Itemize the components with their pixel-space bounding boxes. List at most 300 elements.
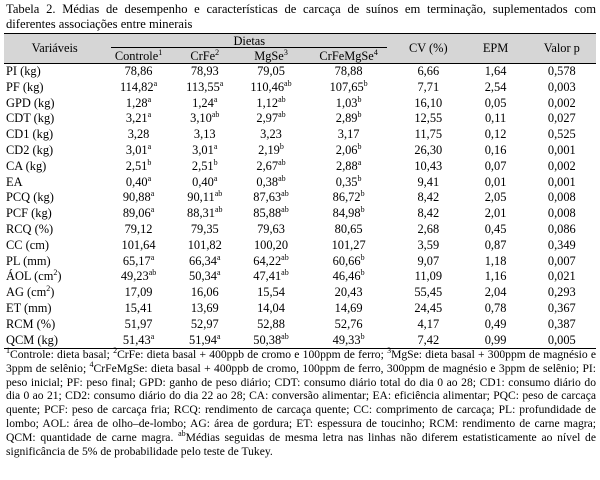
mean-value: 46,46 — [332, 269, 361, 284]
diet-sup: 2 — [215, 47, 220, 57]
p-cell: 0,525 — [547, 127, 576, 142]
significance-letter: ab — [281, 331, 289, 341]
table-body — [4, 64, 596, 349]
mean-value: 78,93 — [190, 64, 219, 78]
mean-value: 14,04 — [257, 300, 285, 315]
diet-value-cell — [304, 269, 393, 285]
mean-value: 14,69 — [334, 300, 363, 315]
variable-cell — [4, 159, 105, 175]
mean-value: 20,43 — [334, 285, 363, 300]
diet-value-cell — [172, 222, 238, 238]
mean-value: 2,06 — [335, 142, 358, 157]
table-row — [4, 96, 596, 112]
diet-sup: 4 — [373, 47, 378, 57]
mean-value: 66,34 — [189, 253, 217, 268]
col-header-cv: CV (%) — [393, 34, 463, 64]
diet-value-cell — [238, 269, 304, 285]
mean-value: 50,34 — [189, 269, 217, 284]
mean-value: 0,40 — [125, 174, 148, 189]
mean-value: 0,38 — [256, 174, 279, 189]
table-row — [4, 159, 596, 175]
diet-value-cell — [105, 238, 171, 254]
table-row — [4, 80, 596, 96]
diet-value-cell — [238, 143, 304, 159]
footnote-marker: 3 — [387, 346, 392, 355]
significance-letter: a — [216, 252, 221, 262]
diet-value-cell — [238, 159, 304, 175]
diet-value-cell — [238, 64, 304, 80]
diet-value-cell — [172, 301, 238, 317]
diet-value-cell — [238, 222, 304, 238]
significance-letter: a — [150, 189, 155, 199]
diet-value-cell — [105, 159, 171, 175]
diet-value-cell — [105, 301, 171, 317]
diet-value-cell — [172, 317, 238, 333]
diet-value-cell — [304, 96, 393, 112]
diet-value-cell — [172, 143, 238, 159]
diet-value-cell — [304, 285, 393, 301]
cv-cell: 7,42 — [393, 333, 463, 349]
variable-cell — [4, 190, 105, 206]
diet-value-cell — [238, 175, 304, 191]
mean-value: 1,12 — [256, 95, 279, 110]
diet-label: Controle — [114, 48, 159, 63]
diet-value-cell — [172, 333, 238, 349]
significance-letter: a — [219, 78, 224, 88]
variable-cell — [4, 206, 105, 222]
diet-value-cell — [105, 269, 171, 285]
table-row — [4, 222, 596, 238]
variable-cell — [4, 254, 105, 270]
cv-cell: 9,41 — [417, 174, 440, 189]
diet-value-cell — [304, 111, 393, 127]
significance-letter: ab — [211, 110, 220, 120]
significance-letter: a — [216, 268, 221, 278]
epm-cell: 1,18 — [484, 253, 507, 268]
diet-value-cell — [172, 190, 238, 206]
footnote-text: CrFeMgSe: dieta basal + 400ppb de cromo, 100ppm de ferro, 300ppm de magnésio e 3ppm de selênio; PI: peso inicial; PF: peso final; GPD: ganho de peso diário; CDT: consumo diário total do dia 0 ao 28; CD1: consumo diário do dia 0 ao 21; CD2: consumo diário do dia 22 ao 28; CA: conversão alimentar; EA: eficiência alimentar; PQC: peso de carcaça quente; PCF: peso de carcaça fria; RCQ: rendimento de carcaça quente; CC: comprimento de carcaça; PL: profundidade de lombo; AOL: área de olho–de-lombo; AG: área de gordura; ET: espessura de toucinho; RCM: rendimento de carne magra; QCM: quantidade de carne magra. — [6, 361, 596, 444]
significance-letter: a — [150, 252, 155, 262]
diet-value-cell — [105, 127, 171, 143]
table-row — [4, 317, 596, 333]
table-row — [4, 238, 596, 254]
diet-value-cell — [304, 317, 393, 333]
significance-letter: b — [363, 78, 368, 88]
footnote-text: Médias seguidas de mesma letra nas linhas não diferem estatisticamente ao nível de significância de 5% de probabilidade pelo teste de Tukey. — [6, 430, 596, 458]
significance-letter: a — [153, 78, 158, 88]
epm-cell: 0,01 — [484, 174, 507, 189]
table-row — [4, 175, 596, 191]
p-cell: 0,005 — [528, 333, 596, 349]
cv-cell: 11,75 — [414, 127, 443, 142]
mean-value: 3,10 — [190, 111, 212, 126]
significance-letter: ab — [284, 78, 292, 88]
variable-label: GPD (kg) — [6, 95, 55, 110]
mean-value: 2,19 — [258, 142, 280, 157]
variable-cell — [4, 222, 105, 238]
mean-value: 114,82 — [119, 79, 154, 94]
diet-value-cell — [172, 111, 238, 127]
mean-value: 51,97 — [124, 316, 153, 331]
diet-value-cell — [238, 127, 304, 143]
variable-cell — [4, 333, 105, 349]
diet-value-cell — [304, 80, 393, 96]
p-cell: 0,387 — [547, 316, 576, 331]
mean-value: 79,63 — [257, 221, 285, 236]
table-row — [4, 333, 596, 349]
cv-cell: 26,30 — [414, 142, 443, 157]
epm-cell: 2,01 — [484, 206, 507, 221]
variable-label: CC (cm) — [6, 237, 50, 252]
col-header-epm: EPM — [464, 34, 528, 64]
epm-cell: 2,05 — [484, 190, 507, 205]
diet-value-cell — [105, 285, 171, 301]
diet-value-cell — [105, 317, 171, 333]
significance-letter: a — [150, 331, 155, 341]
diet-value-cell — [105, 254, 171, 270]
epm-cell: 2,54 — [484, 79, 507, 94]
mean-value: 49,23 — [120, 269, 149, 284]
results-table — [4, 33, 596, 349]
variable-cell — [4, 301, 105, 317]
mean-value: 79,12 — [124, 221, 153, 236]
diet-value-cell — [304, 127, 393, 143]
cv-cell: 24,45 — [414, 300, 443, 315]
diet-sup: 1 — [158, 47, 163, 57]
diet-value-cell — [238, 238, 304, 254]
epm-cell: 1,16 — [484, 269, 507, 284]
diet-value-cell — [105, 175, 171, 191]
mean-value: 90,11 — [187, 190, 215, 205]
table-row — [4, 143, 596, 159]
diet-value-cell — [238, 285, 304, 301]
cv-cell: 8,42 — [417, 190, 440, 205]
footnote-text: CrFe: dieta basal + 400ppb de cromo e 100ppm de ferro; — [117, 348, 388, 361]
mean-value: 52,97 — [190, 316, 219, 331]
mean-value: 88,31 — [187, 206, 215, 221]
mean-value: 3,21 — [125, 111, 148, 126]
p-cell: 0,001 — [547, 174, 576, 189]
significance-letter: ab — [281, 205, 289, 215]
variable-label: EA — [6, 174, 23, 189]
footnote-marker: 1 — [6, 346, 10, 355]
epm-cell: 0,11 — [484, 111, 507, 126]
mean-value: 50,38 — [253, 332, 282, 347]
significance-letter: b — [360, 252, 365, 262]
diet-value-cell — [105, 64, 171, 80]
table-row — [4, 285, 596, 301]
significance-letter: a — [213, 173, 218, 183]
footnote-text: MgSe: dieta basal + 300ppm de magnésio e 3ppm de selênio; — [6, 348, 596, 375]
mean-value: 90,88 — [122, 190, 151, 205]
diet-value-cell — [172, 64, 238, 80]
diet-value-cell — [172, 269, 238, 285]
p-cell: 0,578 — [547, 64, 576, 78]
variable-cell — [4, 96, 105, 112]
variable-label: AG (cm — [6, 285, 47, 300]
p-cell: 0,293 — [547, 285, 576, 300]
mean-value: 84,98 — [332, 206, 361, 221]
significance-letter: a — [147, 94, 152, 104]
diet-value-cell — [304, 143, 393, 159]
diet-value-cell — [238, 80, 304, 96]
significance-letter: b — [360, 189, 365, 199]
significance-letter: b — [360, 331, 365, 341]
diet-value-cell — [238, 333, 304, 349]
epm-cell: 0,12 — [484, 127, 507, 142]
diet-value-cell — [304, 64, 393, 80]
p-cell: 0,002 — [547, 95, 576, 110]
variable-cell — [4, 80, 105, 96]
significance-letter: a — [213, 94, 218, 104]
mean-value: 3,01 — [192, 142, 214, 157]
mean-value: 1,24 — [192, 95, 214, 110]
mean-value: 16,06 — [190, 285, 219, 300]
variable-label: QCM (kg) — [6, 332, 58, 347]
diet-value-cell — [304, 254, 393, 270]
diet-value-cell — [172, 175, 238, 191]
mean-value: 3,13 — [193, 127, 216, 142]
footnote-marker: ab — [178, 428, 186, 438]
diet-value-cell — [304, 206, 393, 222]
table-row — [4, 301, 596, 317]
diet-value-cell — [105, 111, 171, 127]
col-header-valor-p: Valor p — [528, 34, 596, 64]
diet-value-cell — [105, 96, 171, 112]
mean-value: 78,88 — [334, 64, 363, 78]
unit-sup: 2 — [46, 284, 51, 294]
diet-value-cell — [105, 190, 171, 206]
variable-cell — [4, 127, 105, 143]
mean-value: 15,41 — [124, 300, 153, 315]
footnote-marker: 2 — [113, 346, 118, 355]
epm-cell: 0,16 — [484, 142, 507, 157]
diet-value-cell — [172, 80, 238, 96]
mean-value: 110,46 — [250, 79, 285, 94]
col-header-diet — [304, 48, 393, 64]
epm-cell: 0,99 — [464, 333, 528, 349]
diet-value-cell — [172, 127, 238, 143]
diet-value-cell — [304, 159, 393, 175]
table-row — [4, 269, 596, 285]
diet-value-cell — [172, 159, 238, 175]
variable-label: RCM (%) — [6, 316, 56, 331]
p-cell: 0,001 — [547, 142, 576, 157]
cv-cell: 10,43 — [414, 158, 443, 173]
mean-value: 2,89 — [335, 111, 358, 126]
mean-value: 52,76 — [334, 316, 363, 331]
diet-value-cell — [238, 111, 304, 127]
significance-letter: ab — [148, 268, 157, 278]
cv-cell: 12,55 — [414, 111, 443, 126]
cv-cell: 4,17 — [417, 316, 440, 331]
p-cell: 0,086 — [547, 221, 576, 236]
mean-value: 87,63 — [253, 190, 282, 205]
cv-cell: 3,59 — [417, 237, 440, 252]
significance-letter: a — [357, 157, 362, 167]
epm-cell: 2,04 — [484, 285, 507, 300]
significance-letter: a — [213, 141, 218, 151]
p-cell: 0,367 — [547, 300, 576, 315]
diet-label: MgSe — [254, 48, 284, 63]
col-header-diet — [105, 48, 171, 64]
significance-letter: b — [357, 110, 362, 120]
significance-letter: a — [147, 173, 152, 183]
mean-value: 2,51 — [191, 158, 214, 173]
variable-label: ET (mm) — [6, 300, 52, 315]
variable-cell — [4, 269, 105, 285]
diet-value-cell — [304, 238, 393, 254]
footnote-text: Controle: dieta basal; — [10, 348, 114, 361]
epm-cell: 1,64 — [484, 64, 507, 78]
diet-value-cell — [105, 222, 171, 238]
mean-value: 0,35 — [335, 174, 358, 189]
diet-value-cell — [304, 222, 393, 238]
mean-value: 1,03 — [335, 95, 358, 110]
variable-cell — [4, 175, 105, 191]
p-cell: 0,008 — [547, 206, 576, 221]
mean-value: 51,43 — [122, 332, 151, 347]
variable-label: PL (mm) — [6, 253, 51, 268]
mean-value: 13,69 — [190, 300, 219, 315]
variable-label: RCQ (%) — [6, 221, 54, 236]
mean-value: 113,55 — [186, 79, 220, 94]
variable-cell — [4, 111, 105, 127]
mean-value: 47,41 — [253, 269, 282, 284]
mean-value: 3,23 — [260, 127, 282, 142]
epm-cell: 0,49 — [484, 316, 507, 331]
significance-letter: b — [357, 173, 362, 183]
epm-cell: 0,45 — [484, 221, 507, 236]
cv-cell: 8,42 — [417, 206, 440, 221]
variable-label: CD1 (kg) — [6, 127, 54, 142]
paren: ) — [57, 269, 62, 284]
mean-value: 86,72 — [332, 190, 361, 205]
mean-value: 51,94 — [189, 332, 217, 347]
cv-cell: 16,10 — [414, 95, 443, 110]
mean-value: 17,09 — [124, 285, 153, 300]
significance-letter: b — [279, 141, 284, 151]
mean-value: 101,64 — [121, 237, 156, 252]
unit-sup: 2 — [53, 268, 58, 278]
diet-value-cell — [172, 238, 238, 254]
diet-value-cell — [172, 285, 238, 301]
cv-cell: 11,09 — [414, 269, 443, 284]
col-header-diet — [238, 48, 304, 64]
footnote-marker: 4 — [89, 359, 94, 369]
significance-letter: a — [150, 205, 155, 215]
cv-cell: 55,45 — [414, 285, 443, 300]
mean-value: 89,06 — [122, 206, 151, 221]
variable-label: PCF (kg) — [6, 206, 52, 221]
mean-value: 65,17 — [122, 253, 151, 268]
significance-letter: a — [147, 141, 152, 151]
epm-cell: 0,05 — [484, 95, 507, 110]
cv-cell: 6,66 — [417, 64, 440, 78]
mean-value: 3,28 — [127, 127, 150, 142]
mean-value: 85,88 — [253, 206, 282, 221]
table-row — [4, 206, 596, 222]
mean-value: 2,51 — [125, 158, 148, 173]
col-header-diet — [172, 48, 238, 64]
p-cell: 0,003 — [547, 79, 576, 94]
cv-cell: 9,07 — [417, 253, 440, 268]
mean-value: 3,17 — [337, 127, 360, 142]
mean-value: 2,88 — [336, 158, 358, 173]
variable-label: ÁOL (cm — [6, 269, 54, 284]
mean-value: 2,67 — [256, 158, 279, 173]
variable-label: CDT (kg) — [6, 111, 55, 126]
diet-value-cell — [238, 317, 304, 333]
mean-value: 64,22 — [253, 253, 282, 268]
diet-value-cell — [238, 254, 304, 270]
diet-value-cell — [238, 96, 304, 112]
diet-value-cell — [304, 333, 393, 349]
table-footnote — [6, 348, 596, 458]
diet-sup: 3 — [283, 47, 288, 57]
significance-letter: ab — [281, 189, 289, 199]
mean-value: 79,05 — [257, 64, 285, 78]
p-cell: 0,349 — [547, 237, 576, 252]
variable-cell — [4, 143, 105, 159]
significance-letter: ab — [281, 268, 289, 278]
diet-value-cell — [238, 190, 304, 206]
table-row — [4, 64, 596, 80]
table-caption: Tabela 2. Médias de desempenho e características de carcaça de suínos em terminação, suplementados com diferentes associações entre minerais — [6, 2, 596, 31]
significance-letter: a — [147, 110, 152, 120]
diet-value-cell — [304, 175, 393, 191]
mean-value: 52,88 — [257, 316, 285, 331]
significance-letter: ab — [214, 189, 223, 199]
mean-value: 3,01 — [125, 142, 148, 157]
table-row — [4, 190, 596, 206]
diet-value-cell — [304, 190, 393, 206]
epm-cell: 0,78 — [484, 300, 507, 315]
paren: ) — [50, 285, 55, 300]
significance-letter: b — [147, 157, 152, 167]
variable-cell — [4, 317, 105, 333]
diet-label: CrFeMgSe — [319, 48, 374, 63]
mean-value: 78,86 — [124, 64, 153, 78]
diet-value-cell — [172, 206, 238, 222]
p-cell: 0,027 — [547, 111, 576, 126]
mean-value: 49,33 — [332, 332, 361, 347]
cv-cell: 2,68 — [417, 221, 440, 236]
variable-label: PF (kg) — [6, 79, 44, 94]
mean-value: 101,27 — [331, 237, 366, 252]
col-header-dietas — [105, 34, 393, 49]
col-header-variaveis: Variáveis — [4, 34, 105, 64]
significance-letter: ab — [278, 110, 286, 120]
p-cell: 0,002 — [547, 158, 576, 173]
significance-letter: ab — [278, 173, 286, 183]
significance-letter: ab — [278, 157, 286, 167]
significance-letter: ab — [281, 252, 289, 262]
mean-value: 101,82 — [187, 237, 222, 252]
mean-value: 1,28 — [125, 95, 148, 110]
variable-label: CD2 (kg) — [6, 142, 54, 157]
significance-letter: ab — [214, 205, 223, 215]
variable-cell — [4, 238, 105, 254]
header-row-1 — [4, 34, 596, 49]
mean-value: 107,65 — [329, 79, 364, 94]
variable-label: CA (kg) — [6, 158, 47, 173]
variable-label: PI (kg) — [6, 64, 41, 78]
table-row — [4, 254, 596, 270]
p-cell: 0,008 — [547, 190, 576, 205]
significance-letter: b — [360, 205, 365, 215]
mean-value: 2,97 — [256, 111, 279, 126]
